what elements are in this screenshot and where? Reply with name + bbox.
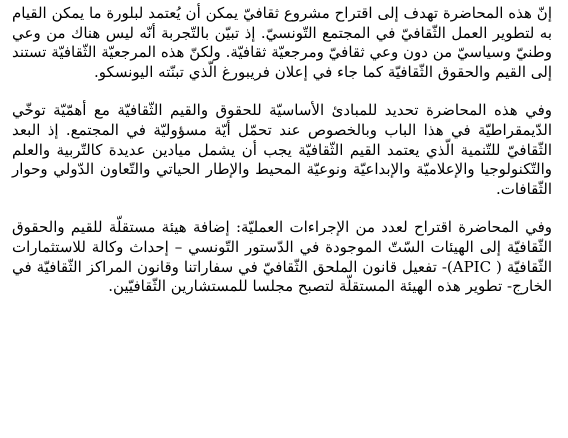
paragraph-3: وفي المحاضرة اقتراح لعدد من الإجراءات العمليّة: إضافة هيئة مستقلّة للقيم والحقوق الثّقافيّة إلى الهيئات السّتّ الموجودة في الدّستور التّونسي – إحداث وكالة للاستثمارات الثّقافيّة ( APIC)- تفعيل قانون الملحق الثّقافيّ في سفاراتنا وقانون المراكز الثّقافيّة في الخارج- تطوير هذه الهيئة المستقلّة لتصبح مجلسا للمستشارين الثّقافيّين. <box>12 218 552 296</box>
paragraph-1: إنّ هذه المحاضرة تهدف إلى اقتراح مشروع ثقافيّ يمكن أن يُعتمد لبلورة ما يمكن القيام به لتطوير العمل الثّقافيّ في المجتمع التّونسيّ. إذ تبيّن بالتّجربة أنّه ليس هناك من وعي وطنيّ وسياسيّ من دون وعي ثقافيّ ومرجعيّة ثقافيّة. ولكنّ هذه المرجعيّة الثّقافيّة تستند إلى القيم والحقوق الثّقافيّة كما جاء في إعلان فريبورغ الّذي تبنّته اليونسكو. <box>12 4 553 81</box>
document-body <box>12 4 552 297</box>
paragraph-2: وفي هذه المحاضرة تحديد للمبادئ الأساسيّة للحقوق والقيم الثّقافيّة مع أهمّيّة توخّي الدّيمقراطيّة في هذا الباب وبالخصوص عند تحمّل أيّة مسؤوليّة في المجتمع. إذ البعد الثّقافيّ للتّنمية الّذي يعتمد القيم الثّقافيّة يجب أن يشمل ميادين عديدة كالتّربية والعلم والتّكنولوجيا والإعلاميّة والإبداعيّة ونوعيّة المحيط والإطار الحياتي والتّعاون الدّولي وحوار الثّقافات. <box>12 101 552 198</box>
